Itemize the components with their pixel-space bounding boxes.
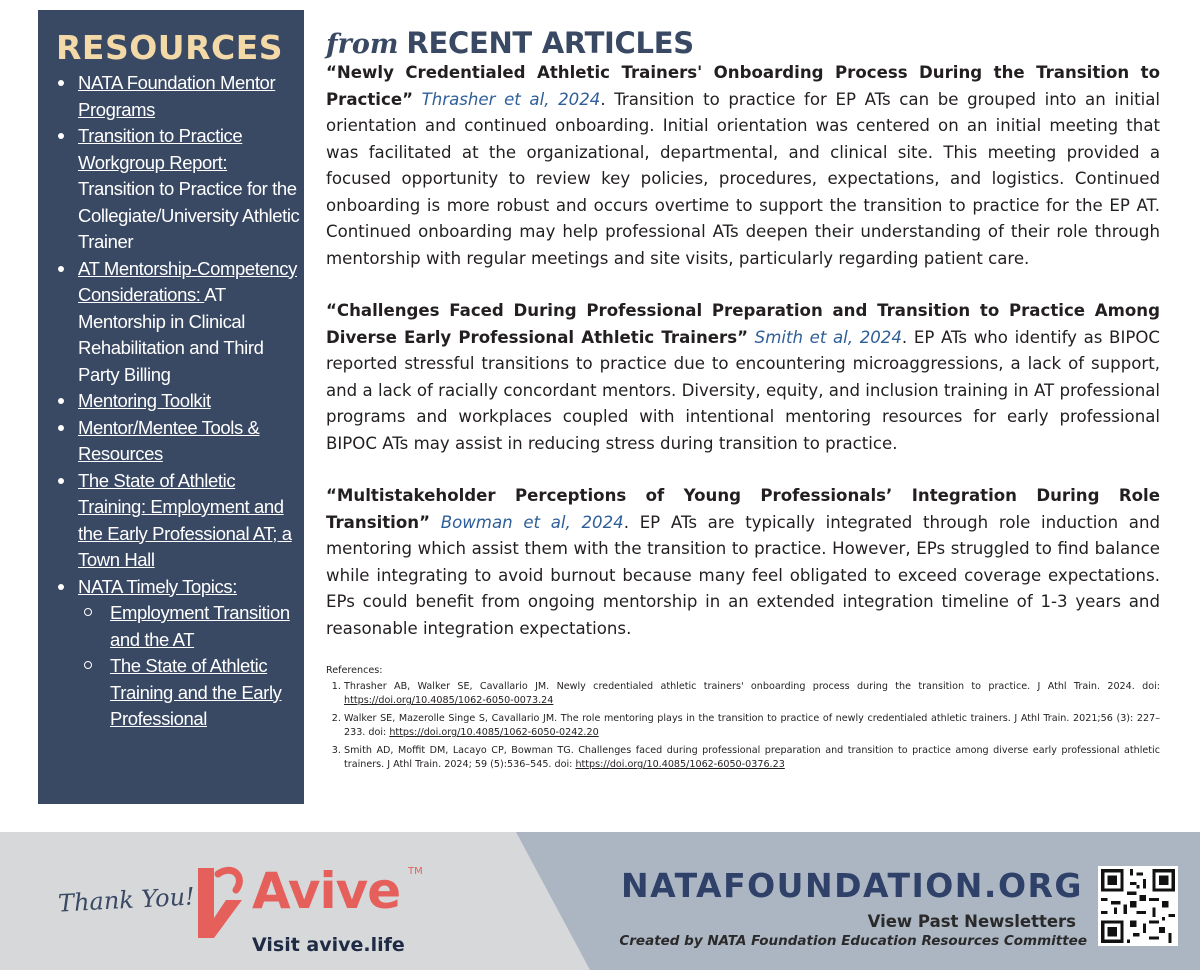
created-by-credit: Created by NATA Foundation Education Resources Committee bbox=[619, 933, 1087, 949]
reference-item bbox=[344, 680, 1160, 709]
reference-text: Smith AD, Moffit DM, Lacayo CP, Bowman TG. Challenges faced during professional preparation and transition to practice among diverse early professional athletic trainers. J Athl Train. 2024; 59 (5):536–545. doi: bbox=[344, 744, 1160, 770]
article-summary bbox=[326, 483, 1160, 642]
resource-link-mentor-mentee-tools[interactable]: Mentor/Mentee Tools & Resources bbox=[78, 416, 260, 464]
sponsor-logo-text: Avive bbox=[252, 862, 401, 920]
resource-item-text: AT Mentorship in Clinical Rehabilitation and Third Party Billing bbox=[78, 284, 264, 385]
sub-link-employment-transition[interactable]: Employment Transition and the AT bbox=[110, 602, 290, 650]
article-title: “Multistakeholder Perceptions of Young Professionals’ Integration During Role Transition” bbox=[326, 486, 1160, 532]
reference-doi-link[interactable]: https://doi.org/10.4085/1062-6050-0073.24 bbox=[344, 695, 554, 706]
resource-item bbox=[52, 574, 302, 733]
reference-item bbox=[344, 744, 1160, 773]
resources-heading: RESOURCES bbox=[56, 28, 284, 67]
section-title bbox=[326, 14, 1160, 60]
resources-list bbox=[52, 70, 302, 733]
recent-articles-section bbox=[326, 14, 1160, 776]
references-label: References: bbox=[326, 665, 383, 676]
article-title: “Newly Credentialed Athletic Trainers' Onboarding Process During the Transition to Practice” bbox=[326, 63, 1160, 109]
sub-link-state-of-athletic-training[interactable]: The State of Athletic Training and the Early Professional bbox=[110, 655, 282, 729]
newsletter-footer bbox=[0, 832, 1200, 970]
article-citation: Thrasher et al, 2024 bbox=[421, 89, 601, 109]
resource-link-mentor-programs[interactable]: NATA Foundation Mentor Programs bbox=[78, 72, 276, 120]
resource-item bbox=[52, 123, 302, 256]
resource-item bbox=[52, 388, 302, 415]
article-summary bbox=[326, 60, 1160, 272]
resource-item bbox=[52, 415, 302, 468]
reference-text: Walker SE, Mazerolle Singe S, Cavallario JM. The role mentoring plays in the transition to practice of newly credentialed athletic trainers. J Athl Train. 2021;56 (3): 227–233. doi: bbox=[344, 712, 1160, 738]
references-list bbox=[326, 680, 1160, 773]
article-summary bbox=[326, 298, 1160, 457]
article-body: . EP ATs are typically integrated through role induction and mentoring which assist them with the transition to practice. However, EPs struggled to find balance while integrating to avoid burnout because many feel obligated to exceed coverage expectations. EPs could benefit from ongoing mentorship in an extended integration timeline of 1-3 years and reasonable integration expectations. bbox=[326, 512, 1160, 638]
reference-doi-link[interactable]: https://doi.org/10.4085/1062-6050-0376.23 bbox=[575, 759, 785, 770]
avive-logo-icon bbox=[192, 860, 246, 940]
trademark-mark: TM bbox=[408, 866, 423, 877]
resource-item-text: Transition to Practice for the Collegiate/University Athletic Trainer bbox=[78, 178, 300, 252]
thank-you-text: Thank You! bbox=[57, 882, 196, 918]
title-prefix: from bbox=[326, 29, 399, 60]
sub-item bbox=[78, 653, 302, 733]
sponsor-url[interactable]: Visit avive.life bbox=[252, 934, 405, 956]
foundation-website[interactable]: NATAFOUNDATION.ORG bbox=[620, 866, 1083, 905]
resource-link-town-hall[interactable]: The State of Athletic Training: Employment and the Early Professional AT; a Town Hall bbox=[78, 469, 292, 570]
article-citation: Smith et al, 2024 bbox=[754, 327, 902, 347]
reference-text: Thrasher AB, Walker SE, Cavallario JM. Newly credentialed athletic trainers' onboarding process during the transition to practice. J Athl Train. 2024. doi: bbox=[344, 680, 1160, 692]
resource-link-mentorship-competency[interactable]: AT Mentorship-Competency Considerations: bbox=[78, 257, 298, 305]
timely-topics-sublist bbox=[78, 600, 302, 733]
resource-item bbox=[52, 468, 302, 574]
resource-item bbox=[52, 70, 302, 123]
references bbox=[326, 664, 1160, 773]
sub-item bbox=[78, 600, 302, 653]
resource-item bbox=[52, 256, 302, 389]
resource-link-mentoring-toolkit[interactable]: Mentoring Toolkit bbox=[78, 390, 211, 411]
reference-item bbox=[344, 712, 1160, 741]
resource-link-workgroup-report[interactable]: Transition to Practice Workgroup Report: bbox=[78, 125, 243, 173]
article-body: . Transition to practice for EP ATs can be grouped into an initial orientation and continued onboarding. Initial orientation was centered on an initial meeting that was facilitated at the organizational, departmental, and clinical site. This meeting provided a focused opportunity to review key policies, procedures, expectations, and logistics. Continued onboarding is more robust and occurs overtime to support the transition to practice for the EP AT. Continued onboarding may help professional ATs deepen their understanding of their role through mentorship with regular meetings and site visits, particularly regarding patient care. bbox=[326, 89, 1160, 268]
past-newsletters-link[interactable]: View Past Newsletters bbox=[867, 912, 1076, 931]
title-text: RECENT ARTICLES bbox=[406, 26, 694, 60]
article-citation: Bowman et al, 2024 bbox=[440, 512, 624, 532]
resources-sidebar bbox=[38, 10, 304, 804]
reference-doi-link[interactable]: https://doi.org/10.4085/1062-6050-0242.20 bbox=[389, 727, 599, 738]
resource-link-timely-topics[interactable]: NATA Timely Topics: bbox=[78, 575, 237, 597]
article-body: . EP ATs who identify as BIPOC reported stressful transitions to practice due to encountering microaggressions, a lack of support, and a lack of racially concordant mentors. Diversity, equity, and inclusion training in AT professional programs and workplaces coupled with intentional mentoring resources for early professional BIPOC ATs may assist in reducing stress during transition to practice. bbox=[326, 327, 1160, 453]
qr-code-icon[interactable] bbox=[1098, 866, 1178, 946]
article-title: “Challenges Faced During Professional Preparation and Transition to Practice Among Diverse Early Professional Athletic Trainers” bbox=[326, 301, 1160, 347]
